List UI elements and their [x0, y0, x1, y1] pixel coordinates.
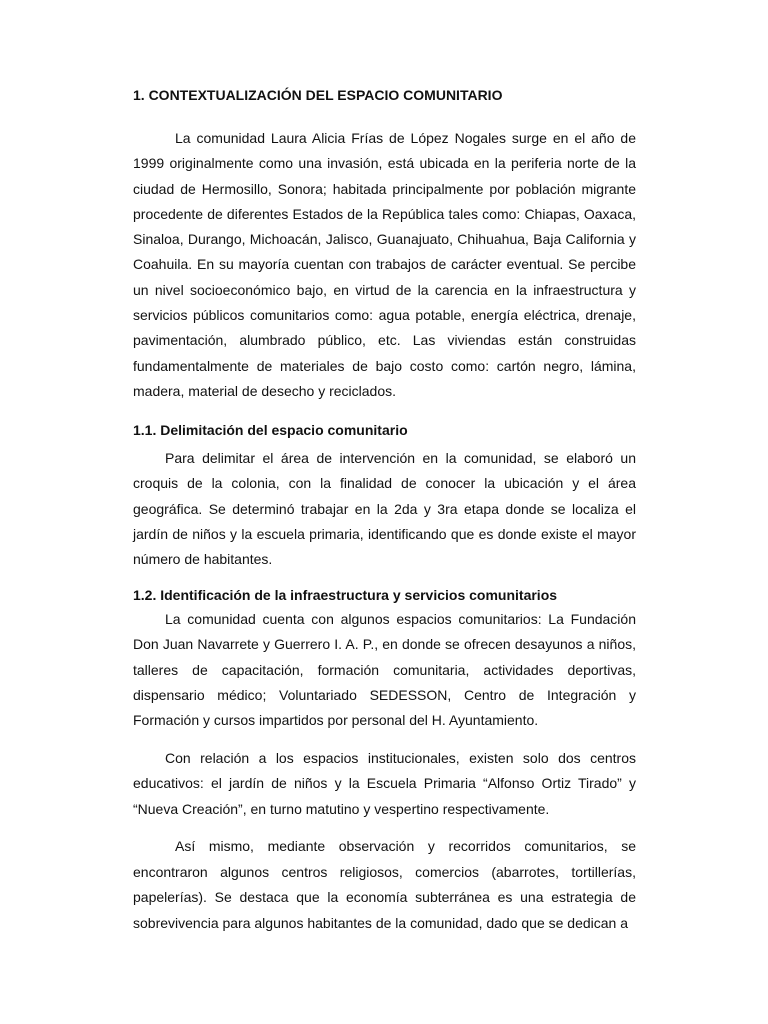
section-heading: 1. CONTEXTUALIZACIÓN DEL ESPACIO COMUNITARIO: [133, 87, 503, 103]
paragraph-community-spaces: La comunidad cuenta con algunos espacios comunitarios: La Fundación Don Juan Navarrete y Guerrero I. A. P., en donde se ofrecen desayunos a niños, talleres de capacitación, formación comunitaria, actividades deportivas, dispensario médico; Voluntariado SEDESSON, Centro de Integración y Formación y cursos impartidos por personal del H. Ayuntamiento.: [133, 611, 636, 729]
paragraph-observation: Así mismo, mediante observación y recorridos comunitarios, se encontraron algunos centros religiosos, comercios (abarrotes, tortillerías, papelerías). Se destaca que la economía subterránea es una estrategia de sobrevivencia para algunos habitantes de la comunidad, dado que se dedican a: [133, 838, 636, 931]
subsection-heading-delimitation: 1.1. Delimitación del espacio comunitario: [133, 422, 408, 438]
paragraph-institutional-spaces: Con relación a los espacios institucionales, existen solo dos centros educativos: el jardín de niños y la Escuela Primaria “Alfonso Ortiz Tirado” y “Nueva Creación”, en turno matutino y vespertino respectivamente.: [133, 750, 636, 817]
subsection-heading-infrastructure: 1.2. Identificación de la infraestructura y servicios comunitarios: [133, 587, 558, 603]
paragraph-community-context: La comunidad Laura Alicia Frías de López Nogales surge en el año de 1999 originalmente como una invasión, está ubicada en la periferia norte de la ciudad de Hermosillo, Sonora; habitada principalmente por población migrante procedente de diferentes Estados de la República tales como: Chiapas, Oaxaca, Sinaloa, Durango, Michoacán, Jalisco, Guanajuato, Chihuahua, Baja California y Coahuila. En su mayoría cuentan con trabajos de carácter eventual. Se percibe un nivel socioeconómico bajo, en virtud de la carencia en la infraestructura y servicios públicos comunitarios como: agua potable, energía eléctrica, drenaje, pavimentación, alumbrado público, etc. Las viviendas están construidas fundamentalmente de materiales de bajo costo como: cartón negro, lámina, madera, material de desecho y reciclados.: [133, 130, 636, 399]
paragraph-delimitation: Para delimitar el área de intervención en la comunidad, se elaboró un croquis de la colonia, con la finalidad de conocer la ubicación y el área geográfica. Se determinó trabajar en la 2da y 3ra etapa donde se localiza el jardín de niños y la escuela primaria, identificando que es donde existe el mayor número de habitantes.: [133, 450, 636, 568]
